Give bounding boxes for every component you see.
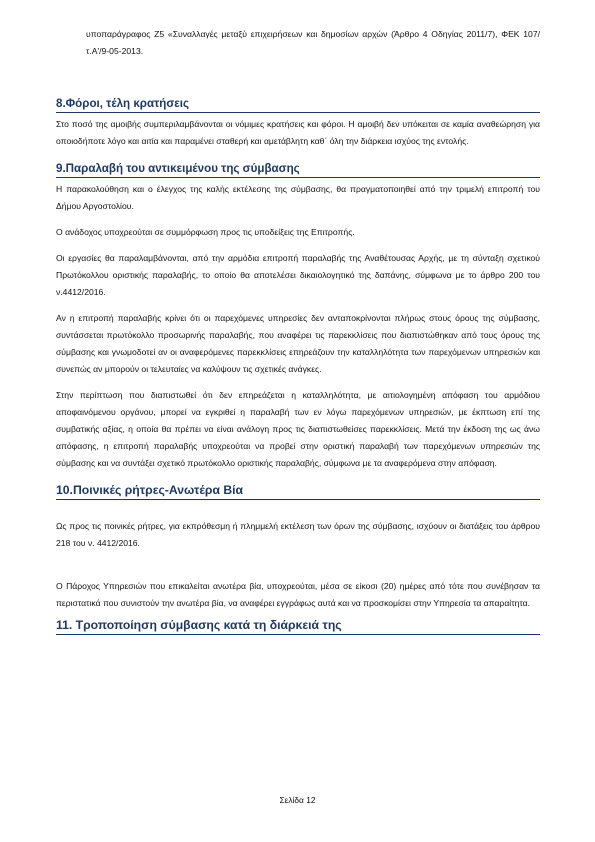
- section-8-heading: 8.Φόροι, τέλη κρατήσεις: [56, 96, 540, 113]
- section-9-paragraph-5: Στην περίπτωση που διαπιστωθεί ότι δεν επηρεάζεται η καταλληλότητα, με αιτιολογημένη απόφαση του αρμόδιου αποφαινόμενου οργάνου, μπορεί να εγκριθεί η παραλαβή των εν λόγω παρεχόμενων υπηρεσιών, με έκπτωση επί της συμβατικής αξίας, η οποία θα πρέπει να είναι ανάλογη προς τις διαπιστωθείσες παρεκκλίσεις. Μετά την έκδοση της ως άνω απόφασης, η επιτροπή παραλαβής υποχρεούται να προβεί στην οριστική παραλαβή των παρεχόμενων υπηρεσιών της σύμβασης και να συντάξει σχετικό πρωτόκολλο οριστικής παραλαβής, σύμφωνα με τα αναφερόμενα στην απόφαση.: [56, 390, 540, 468]
- intro-paragraph: υποπαράγραφος Ζ5 «Συναλλαγές μεταξύ επιχειρήσεων και δημοσίων αρχών (Άρθρο 4 Οδηγίας 2011/7), ΦΕΚ 107/τ.Α'/9-05-2013.: [86, 29, 540, 56]
- section-10-heading: 10.Ποινικές ρήτρες-Ανωτέρα Βία: [56, 483, 540, 500]
- section-9-paragraph-1: Η παρακολούθηση και ο έλεγχος της καλής εκτέλεσης της σύμβασης, θα πραγματοποιηθεί από την τριμελή επιτροπή του Δήμου Αργοστολίου.: [56, 184, 540, 211]
- section-10-paragraph-2: Ο Πάροχος Υπηρεσιών που επικαλείται ανωτέρα βία, υποχρεούται, μέσα σε είκοσι (20) ημέρες από τότε που συνέβησαν τα περιστατικά που συνιστούν την ανωτέρα βία, να αναφέρει εγγράφως αυτά και να προσκομίσει στην Υπηρεσία τα απαραίτητα.: [56, 581, 540, 608]
- section-10-paragraph-1: Ως προς τις ποινικές ρήτρες, για εκπρόθεσμη ή πλημμελή εκτέλεση των όρων της σύμβασης, ισχύουν οι διατάξεις του άρθρου 218 του ν. 4412/2016.: [56, 521, 540, 548]
- page-number: Σελίδα 12: [279, 795, 316, 805]
- section-9-paragraph-3: Οι εργασίες θα παραλαμβάνονται, από την αρμόδια επιτροπή παραλαβής της Αναθέτουσας Αρχής, με τη σύνταξη σχετικού Πρωτόκολλου οριστικής παραλαβής, το οποίο θα αποτελέσει δικαιολογητικό της δαπάνης, σύμφωνα με το άρθρο 200 του ν.4412/2016.: [56, 253, 540, 297]
- section-11-heading: 11. Τροποποίηση σύμβασης κατά τη διάρκειά της: [56, 618, 540, 635]
- section-9-paragraph-4: Αν η επιτροπή παραλαβής κρίνει ότι οι παρεχόμενες υπηρεσίες δεν ανταποκρίνονται πλήρως στους όρους της σύμβασης, συντάσσεται πρωτόκολλο προσωρινής παραλαβής, που αναφέρει τις παρεκκλίσεις που διαπιστώθηκαν από τους όρους της σύμβασης και γνωμοδοτεί αν οι αναφερόμενες παρεκκλίσεις επηρεάζουν την καταλληλότητα των παρεχόμενων υπηρεσιών και συνεπώς αν μπορούν οι τελευταίες να καλύψουν τις σχετικές ανάγκες.: [56, 313, 540, 374]
- section-8-paragraph-1: Στο ποσό της αμοιβής συμπεριλαμβάνονται οι νόμιμες κρατήσεις και φόροι. Η αμοιβή δεν υπόκειται σε καμία αναθεώρηση για οποιοδήποτε λόγο και αιτία και παραμένει σταθερή και αμετάβλητη καθ΄ όλη την διάρκεια ισχύος της εντολής.: [56, 119, 540, 146]
- section-9-paragraph-2: Ο ανάδοχος υποχρεούται σε συμμόρφωση προς τις υποδείξεις της Επιτροπής.: [56, 227, 355, 237]
- section-9-heading: 9.Παραλαβή του αντικειμένου της σύμβασης: [56, 161, 540, 178]
- page-content: [56, 26, 540, 635]
